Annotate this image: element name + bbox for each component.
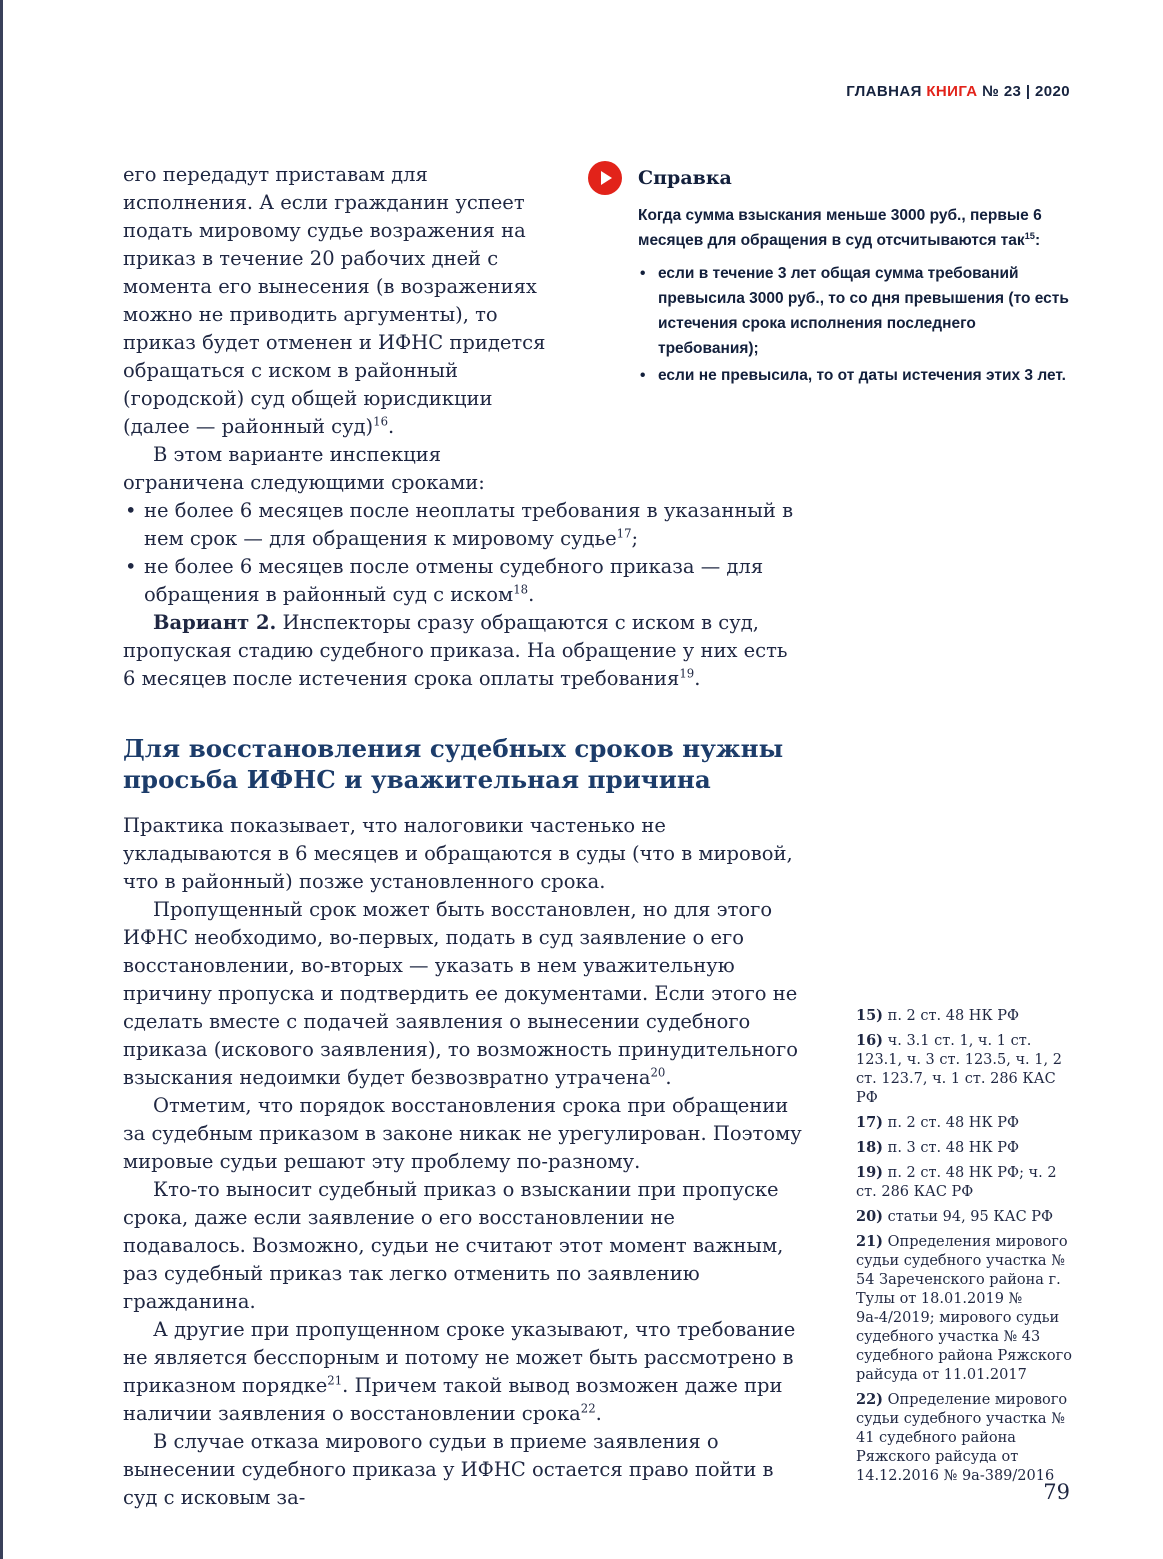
footnote-number: 18) — [856, 1139, 884, 1156]
footnote-ref-16: 16 — [373, 414, 389, 429]
footnote-ref-18: 18 — [513, 582, 529, 597]
paragraph-variant-2 — [123, 609, 803, 693]
footnote-text: п. 2 ст. 48 НК РФ; ч. 2 ст. 286 КАС РФ — [856, 1165, 1057, 1200]
footnote-text: Определения мирового судьи судебного участка № 54 Зареченского района г. Тулы от 18.01.2019 № 9а-4/2019; мирового судьи судебного участка № 43 судебного района Ряжского райсуда от 11.01.2017 — [856, 1234, 1072, 1383]
page-edge-strip — [0, 0, 3, 1559]
bullet-text: ; — [631, 527, 639, 550]
paragraph: Практика показывает, что налоговики частенько не укладываются в 6 месяцев и обращаются в суды (что в мировой, что в районный) позже установленного срока. — [123, 814, 793, 893]
footnote-number: 17) — [856, 1114, 884, 1131]
footnote-17 — [856, 1113, 1078, 1133]
footnote-number: 15) — [856, 1007, 884, 1024]
footnote-number: 19) — [856, 1164, 884, 1181]
footnote-ref-15: 15 — [1024, 230, 1035, 241]
bullet-text: не более 6 месяцев после отмены судебного приказа — для обращения в районный суд с иском — [144, 555, 764, 606]
bullet-list — [123, 497, 803, 609]
footnote-text: статьи 94, 95 КАС РФ — [887, 1209, 1054, 1225]
play-icon — [588, 161, 622, 195]
page-number: 79 — [1043, 1480, 1070, 1504]
paragraph-text: его передадут приставам для исполнения. А если гражданин успеет подать мировому судье возражения на приказ в течение 20 рабочих дней с момента его вынесения (в возражениях можно не приводить аргументы), то приказ будет отменен и ИФНС придется обращаться с иском в районный (городской) суд общей юрисдикции (далее — районный суд) — [123, 163, 546, 438]
play-triangle — [601, 171, 612, 185]
spravka-header — [588, 161, 1070, 195]
paragraph: В случае отказа мирового судьи в приеме заявления о вынесении судебного приказа у ИФНС остается право пойти в суд с исковым за- — [123, 1430, 774, 1509]
footnote-text: п. 2 ст. 48 НК РФ — [887, 1115, 1020, 1131]
variant-label: Вариант 2. — [153, 611, 277, 634]
section-heading: Для восстановления судебных сроков нужны просьба ИФНС и уважительная причина — [123, 734, 784, 794]
footnote-15 — [856, 1006, 1078, 1026]
paragraph: Отметим, что порядок восстановления срока при обращении за судебным приказом в законе никак не урегулирован. Поэтому мировые судьи решают эту проблему по-разному. — [123, 1094, 802, 1173]
footnote-16 — [856, 1031, 1078, 1108]
footnote-text: Определение мирового судьи судебного участка № 41 судебного района Ряжского райсуда от 14.12.2016 № 9а-389/2016 — [856, 1392, 1068, 1484]
spravka-bullet: • если в течение 3 лет общая сумма требований превысила 3000 руб., то со дня превышения (то есть истечения срока исполнения последнего требования); — [638, 261, 1070, 361]
footnote-number: 21) — [856, 1233, 884, 1250]
spravka-body — [638, 203, 1070, 388]
spravka-intro-colon: : — [1034, 232, 1041, 249]
footnote-22 — [856, 1390, 1078, 1486]
paragraph-text: Инспекторы сразу обращаются с иском в суд, пропуская стадию судебного приказа. На обращение у них есть 6 месяцев после истечения срока оплаты требования — [123, 611, 788, 690]
paragraph: В этом варианте инспекция ограничена следующими сроками: — [123, 443, 485, 494]
paragraph — [123, 1316, 803, 1428]
footnote-ref-22: 22 — [580, 1401, 596, 1416]
paragraph-continuation — [123, 161, 547, 441]
page-header — [846, 83, 1070, 100]
paragraph-text: . — [595, 1402, 602, 1425]
footnote-number: 20) — [856, 1208, 884, 1225]
bullet-item — [123, 553, 803, 609]
footnote-number: 16) — [856, 1032, 884, 1049]
footnote-18 — [856, 1138, 1078, 1158]
footnote-number: 22) — [856, 1391, 884, 1408]
paragraph-text: Пропущенный срок может быть восстановлен, но для этого ИФНС необходимо, во-первых, подать в суд заявление о его восстановлении, во-вторых — указать в нем уважительную причину пропуска и подтвердить ее документами. Если этого не сделать вместе с подачей заявления о вынесении судебного приказа (искового заявления), то возможность принудительного взыскания недоимки будет безвозвратно утрачена — [123, 898, 799, 1089]
footnote-21 — [856, 1232, 1078, 1385]
spravka-intro-text: Когда сумма взыскания меньше 3000 руб., первые 6 месяцев для обращения в суд отсчитываются так — [638, 207, 1042, 249]
paragraph — [123, 896, 803, 1092]
footnote-ref-17: 17 — [616, 526, 632, 541]
bullet-item — [123, 497, 803, 553]
footnote-text: п. 3 ст. 48 НК РФ — [887, 1140, 1020, 1156]
spravka-intro — [638, 203, 1070, 253]
bullet-text: . — [528, 583, 535, 606]
spravka-bullet: • если не превысила, то от даты истечения этих 3 лет. — [638, 363, 1070, 388]
footnote-ref-20: 20 — [650, 1065, 666, 1080]
spravka-sidebar — [588, 161, 1070, 390]
paragraph-text: . — [388, 415, 395, 438]
bullet-text: не более 6 месяцев после неоплаты требования в указанный в нем срок — для обращения к мировому судье — [144, 499, 794, 550]
footnote-ref-19: 19 — [679, 666, 695, 681]
footnotes-column — [856, 1006, 1078, 1491]
brand-kniga: КНИГА — [926, 83, 978, 100]
footnote-19 — [856, 1163, 1078, 1202]
footnote-text: п. 2 ст. 48 НК РФ — [887, 1008, 1020, 1024]
paragraph: Кто-то выносит судебный приказ о взыскании при пропуске срока, даже если заявление о его восстановлении не подавалось. Возможно, судьи не считают этот момент важным, раз судебный приказ так легко отменить по заявлению гражданина. — [123, 1178, 784, 1313]
footnote-ref-21: 21 — [327, 1373, 343, 1388]
spravka-title: Справка — [638, 167, 732, 189]
footnote-20 — [856, 1207, 1078, 1227]
footnote-text: ч. 3.1 ст. 1, ч. 1 ст. 123.1, ч. 3 ст. 123.5, ч. 1, 2 ст. 123.7, ч. 1 ст. 286 КАС РФ — [856, 1033, 1062, 1106]
brand-glavnaya: ГЛАВНАЯ — [846, 83, 922, 100]
paragraph-text: . — [665, 1066, 672, 1089]
paragraph-text: А другие при пропущенном сроке указывают, что требование не является бесспорным и потому не может быть рассмотрено в приказном порядке — [123, 1318, 796, 1397]
spravka-list — [638, 261, 1070, 388]
issue-number: № 23 | 2020 — [982, 83, 1070, 100]
paragraph-text: . Причем такой вывод возможен даже при наличии заявления о восстановлении срока — [123, 1374, 783, 1425]
paragraph-text: . — [694, 667, 701, 690]
